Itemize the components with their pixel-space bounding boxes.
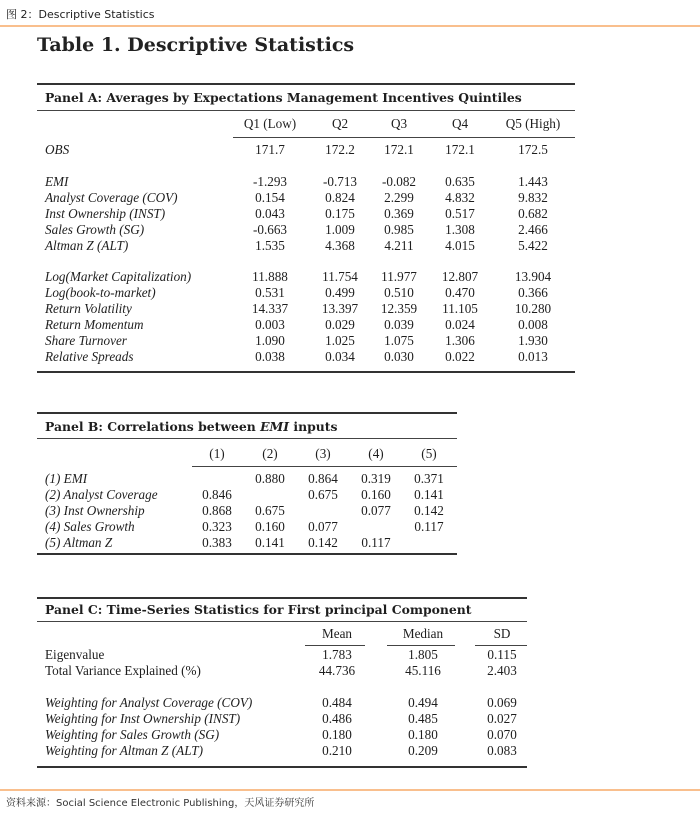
cell-value: 0.029: [325, 317, 355, 332]
cell-value: 2.466: [518, 222, 548, 237]
row-label: Return Volatility: [45, 301, 132, 316]
table-row: [37, 238, 575, 254]
cell-value: 0.868: [202, 503, 232, 518]
row-label: OBS: [45, 142, 70, 157]
cell-value: 0.517: [445, 206, 475, 221]
panel-b: [37, 412, 457, 557]
cell-value: 0.027: [487, 711, 517, 726]
cell-value: 0.470: [445, 285, 475, 300]
cell-value: 1.930: [518, 333, 548, 348]
cell-value: 172.1: [384, 142, 414, 157]
table-row: [37, 647, 527, 663]
cell-value: 0.115: [487, 647, 517, 662]
cell-value: 172.5: [518, 142, 548, 157]
row-label: Relative Spreads: [45, 349, 134, 364]
rule: [37, 371, 575, 373]
table-row: [37, 174, 575, 190]
cell-value: 2.403: [487, 663, 517, 678]
cell-value: 14.337: [251, 301, 289, 316]
cell-value: 0.369: [384, 206, 414, 221]
row-label: Return Momentum: [45, 317, 144, 332]
cell-value: 0.499: [325, 285, 355, 300]
rule: [37, 110, 575, 111]
column-header: (2): [262, 446, 278, 461]
row-label: Weighting for Sales Growth (SG): [45, 727, 220, 742]
column-header: (3): [315, 446, 331, 461]
row-label: (2) Analyst Coverage: [45, 487, 158, 502]
row-label: EMI: [45, 174, 69, 189]
cell-value: 0.117: [361, 535, 391, 550]
table-row: [37, 535, 457, 551]
cell-value: 10.280: [514, 301, 552, 316]
table-row: [37, 333, 575, 349]
row-label: Sales Growth (SG): [45, 222, 145, 237]
cell-value: 0.880: [255, 471, 285, 486]
cell-value: 0.069: [487, 695, 517, 710]
panel-c: [37, 597, 527, 769]
figure-caption: 图 2：Descriptive Statistics: [6, 8, 155, 21]
column-header: Q1 (Low): [243, 116, 297, 131]
cell-value: 0.117: [414, 519, 444, 534]
cell-value: 45.116: [405, 663, 441, 678]
cell-value: 1.090: [255, 333, 285, 348]
rule: [387, 645, 455, 646]
row-label: Eigenvalue: [45, 647, 105, 662]
cell-value: 4.832: [445, 190, 475, 205]
column-header: Q2: [331, 116, 349, 131]
cell-value: 4.211: [384, 238, 414, 253]
cell-value: 1.308: [445, 222, 475, 237]
cell-value: 0.160: [255, 519, 285, 534]
cell-value: 4.368: [325, 238, 355, 253]
cell-value: 172.1: [445, 142, 475, 157]
cell-value: 1.783: [322, 647, 352, 662]
table-row: [37, 695, 527, 711]
cell-value: 0.366: [518, 285, 548, 300]
cell-value: 171.7: [255, 142, 285, 157]
title-emphasis: EMI: [260, 419, 290, 434]
panel-c-title: Panel C: Time-Series Statistics for First principal Component: [45, 602, 472, 617]
table-title: Table 1. Descriptive Statistics: [37, 34, 355, 56]
table-row: [37, 190, 575, 206]
cell-value: 0.319: [361, 471, 391, 486]
row-label: (4) Sales Growth: [45, 519, 135, 534]
table-row: [37, 206, 575, 222]
column-header: SD: [493, 626, 511, 641]
cell-value: -1.293: [252, 174, 288, 189]
cell-value: 0.209: [408, 743, 438, 758]
cell-value: -0.082: [381, 174, 417, 189]
row-label: Total Variance Explained (%): [45, 663, 201, 678]
cell-value: 1.306: [445, 333, 475, 348]
column-header: Q4: [451, 116, 469, 131]
cell-value: 0.486: [322, 711, 352, 726]
cell-value: 0.323: [202, 519, 232, 534]
row-label: (3) Inst Ownership: [45, 503, 145, 518]
table-row: [37, 487, 457, 503]
cell-value: 0.635: [445, 174, 475, 189]
cell-value: 0.022: [445, 349, 475, 364]
cell-value: 4.015: [445, 238, 475, 253]
cell-value: 2.299: [384, 190, 414, 205]
cell-value: 0.383: [202, 535, 232, 550]
rule: [192, 466, 457, 467]
title-text: Panel B: Correlations between: [45, 419, 261, 434]
cell-value: 0.160: [361, 487, 391, 502]
table-row: [37, 519, 457, 535]
cell-value: 0.003: [255, 317, 285, 332]
cell-value: 13.397: [321, 301, 359, 316]
cell-value: 0.083: [487, 743, 517, 758]
cell-value: 0.077: [308, 519, 338, 534]
cell-value: 0.038: [255, 349, 285, 364]
cell-value: 0.013: [518, 349, 548, 364]
cell-value: 1.805: [408, 647, 438, 662]
cell-value: 0.142: [308, 535, 338, 550]
column-header: (5): [421, 446, 437, 461]
cell-value: 13.904: [514, 269, 552, 284]
table-row: [37, 503, 457, 519]
row-label: Weighting for Analyst Coverage (COV): [45, 695, 253, 710]
row-label: Log(book-to-market): [45, 285, 156, 300]
cell-value: 0.175: [325, 206, 355, 221]
rule: [233, 137, 575, 138]
table-row: [37, 727, 527, 743]
cell-value: 0.141: [414, 487, 444, 502]
cell-value: 0.846: [202, 487, 232, 502]
cell-value: 0.675: [308, 487, 338, 502]
cell-value: 0.824: [325, 190, 355, 205]
cell-value: -0.663: [252, 222, 288, 237]
table-row: [37, 663, 527, 679]
column-header: (4): [368, 446, 384, 461]
cell-value: 0.531: [255, 285, 285, 300]
rule: [37, 438, 457, 439]
column-header: Q5 (High): [505, 116, 561, 131]
cell-value: 1.075: [384, 333, 414, 348]
cell-value: 11.977: [381, 269, 417, 284]
panel-b-title: [45, 419, 337, 434]
rule: [37, 766, 527, 768]
cell-value: 172.2: [325, 142, 355, 157]
column-header: Median: [402, 626, 444, 641]
cell-value: 0.142: [414, 503, 444, 518]
cell-value: 0.077: [361, 503, 391, 518]
rule: [37, 621, 527, 622]
column-header: Q3: [390, 116, 408, 131]
panel-a-header-row: [37, 116, 575, 132]
row-label: Inst Ownership (INST): [45, 206, 166, 221]
row-label: Altman Z (ALT): [45, 238, 129, 253]
table-row: [37, 142, 575, 158]
cell-value: 0.510: [384, 285, 414, 300]
rule: [37, 83, 575, 85]
table-row: [37, 301, 575, 317]
table-row: [37, 317, 575, 333]
cell-value: -0.713: [322, 174, 358, 189]
cell-value: 0.484: [322, 695, 352, 710]
cell-value: 12.807: [441, 269, 479, 284]
row-label: Share Turnover: [45, 333, 127, 348]
cell-value: 1.009: [325, 222, 355, 237]
top-divider: [0, 25, 700, 27]
cell-value: 0.210: [322, 743, 352, 758]
cell-value: 9.832: [518, 190, 548, 205]
cell-value: 0.682: [518, 206, 548, 221]
cell-value: 0.141: [255, 535, 285, 550]
cell-value: 0.985: [384, 222, 414, 237]
cell-value: 12.359: [380, 301, 418, 316]
cell-value: 11.888: [252, 269, 288, 284]
cell-value: 0.494: [408, 695, 438, 710]
table-row: [37, 711, 527, 727]
cell-value: 0.030: [384, 349, 414, 364]
panel-a-title: Panel A: Averages by Expectations Management Incentives Quintiles: [45, 90, 522, 105]
cell-value: 0.864: [308, 471, 338, 486]
row-label: (1) EMI: [45, 471, 88, 486]
cell-value: 0.371: [414, 471, 444, 486]
cell-value: 0.675: [255, 503, 285, 518]
cell-value: 1.535: [255, 238, 285, 253]
column-header: (1): [209, 446, 225, 461]
cell-value: 0.024: [445, 317, 475, 332]
rule: [37, 597, 527, 599]
cell-value: 0.039: [384, 317, 414, 332]
cell-value: 0.034: [325, 349, 355, 364]
cell-value: 11.754: [322, 269, 358, 284]
cell-value: 0.485: [408, 711, 438, 726]
rule: [475, 645, 527, 646]
cell-value: 11.105: [442, 301, 478, 316]
table-row: [37, 269, 575, 285]
cell-value: 0.070: [487, 727, 517, 742]
bottom-divider: [0, 789, 700, 791]
cell-value: 0.180: [322, 727, 352, 742]
cell-value: 1.025: [325, 333, 355, 348]
panel-b-header-row: [37, 446, 457, 462]
table-row: [37, 471, 457, 487]
cell-value: 0.154: [255, 190, 285, 205]
source-footer: 资料来源：Social Science Electronic Publishing，天风证券研究所: [6, 798, 315, 809]
cell-value: 1.443: [518, 174, 548, 189]
table-row: [37, 285, 575, 301]
cell-value: 44.736: [318, 663, 356, 678]
panel-a: [37, 83, 575, 373]
table-row: [37, 349, 575, 365]
table-row: [37, 222, 575, 238]
column-header: Mean: [321, 626, 353, 641]
row-label: Weighting for Inst Ownership (INST): [45, 711, 241, 726]
row-label: Analyst Coverage (COV): [45, 190, 178, 205]
table-row: [37, 743, 527, 759]
cell-value: 0.180: [408, 727, 438, 742]
rule: [37, 412, 457, 414]
row-label: Log(Market Capitalization): [45, 269, 192, 284]
title-text: inputs: [289, 419, 338, 434]
cell-value: 0.043: [255, 206, 285, 221]
cell-value: 5.422: [518, 238, 548, 253]
rule: [305, 645, 365, 646]
row-label: Weighting for Altman Z (ALT): [45, 743, 204, 758]
panel-c-header-row: [37, 626, 527, 642]
row-label: (5) Altman Z: [45, 535, 113, 550]
cell-value: 0.008: [518, 317, 548, 332]
rule: [37, 553, 457, 555]
